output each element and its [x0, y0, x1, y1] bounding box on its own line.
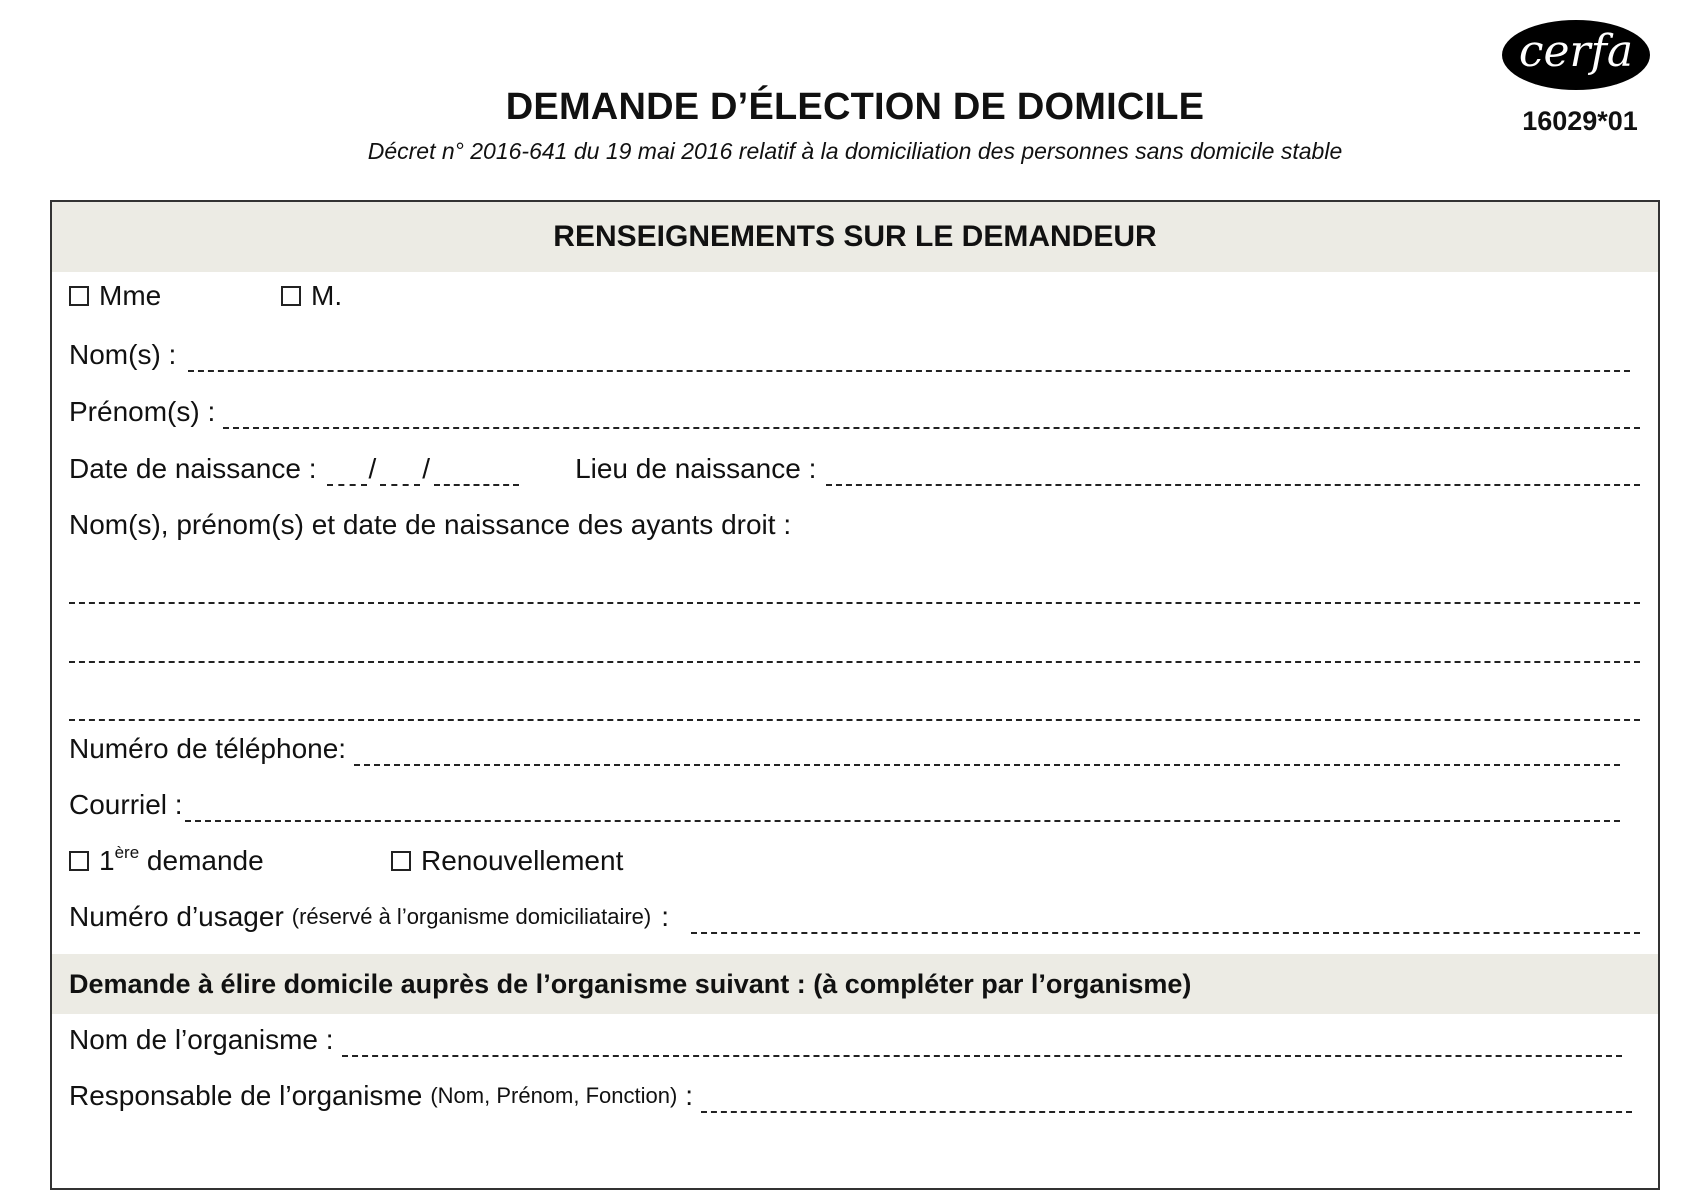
section-title-demandeur: RENSEIGNEMENTS SUR LE DEMANDEUR: [553, 220, 1157, 253]
demande-type-row: [69, 836, 1640, 886]
ayants-droit-label: Nom(s), prénom(s) et date de naissance des ayants droit :: [69, 509, 792, 540]
ayants-droit-field-2[interactable]: [69, 661, 1640, 663]
ayants-droit-field-1[interactable]: [69, 602, 1640, 604]
mme-checkbox[interactable]: [69, 286, 89, 306]
usager-note: (réservé à l’organisme domiciliataire): [291, 904, 652, 929]
nom-row: [69, 330, 1640, 380]
usager-label: Numéro d’usager: [69, 901, 284, 932]
nom-field[interactable]: [188, 370, 1630, 372]
date-separator: /: [422, 453, 431, 484]
telephone-field[interactable]: [354, 764, 1620, 766]
organisme-label: Nom de l’organisme :: [69, 1024, 334, 1055]
telephone-label: Numéro de téléphone:: [69, 733, 347, 764]
civility-option-m: [281, 280, 342, 312]
usager-colon: :: [661, 901, 670, 932]
responsable-label: Responsable de l’organisme: [69, 1080, 423, 1111]
renouvellement-label: Renouvellement: [421, 845, 624, 876]
m-label: M.: [311, 280, 343, 311]
form-title: DEMANDE D’ÉLECTION DE DOMICILE: [505, 86, 1205, 128]
responsable-note: (Nom, Prénom, Fonction): [430, 1083, 678, 1108]
form-box: [50, 200, 1660, 1190]
mme-label: Mme: [99, 280, 162, 311]
organisme-row: [69, 1015, 1640, 1065]
birth-month-field[interactable]: [380, 484, 420, 486]
telephone-row: [69, 724, 1640, 774]
naissance-row: [69, 444, 1640, 494]
cerfa-logo: [1502, 20, 1650, 90]
usager-row: [69, 892, 1640, 942]
ayants-droit-field-3[interactable]: [69, 719, 1640, 721]
premiere-demande-checkbox[interactable]: [69, 851, 89, 871]
responsable-row: [69, 1071, 1640, 1121]
ayants-droit-line-2: [69, 621, 1640, 671]
lieu-naissance-field[interactable]: [826, 484, 1640, 486]
birth-day-field[interactable]: [327, 484, 367, 486]
prenom-label: Prénom(s) :: [69, 396, 216, 427]
m-checkbox[interactable]: [281, 286, 301, 306]
organisme-field[interactable]: [342, 1055, 1622, 1057]
premiere-demande-option: [69, 845, 391, 877]
courriel-row: [69, 780, 1640, 830]
nom-label: Nom(s) :: [69, 339, 177, 370]
ayants-droit-line-1: [69, 562, 1640, 612]
premiere-demande-label: 1ère demande: [99, 843, 264, 876]
renouvellement-option: [391, 845, 623, 877]
form-number: 16029*01: [1522, 106, 1638, 136]
civility-option-mme: [69, 280, 281, 312]
courriel-field[interactable]: [185, 820, 1620, 822]
ayants-droit-row: [69, 500, 1640, 550]
date-naissance-label: Date de naissance :: [69, 453, 317, 484]
form-subtitle: Décret n° 2016-641 du 19 mai 2016 relatif à la domiciliation des personnes sans domicile stable: [367, 138, 1343, 164]
section-header-organisme: [52, 954, 1658, 1014]
courriel-label: Courriel :: [69, 789, 183, 820]
prenom-field[interactable]: [223, 427, 1640, 429]
responsable-field[interactable]: [701, 1111, 1632, 1113]
usager-field[interactable]: [691, 932, 1640, 934]
responsable-colon: :: [685, 1080, 694, 1111]
lieu-naissance-label: Lieu de naissance :: [575, 453, 817, 484]
section-title-organisme: Demande à élire domicile auprès de l’organisme suivant : (à compléter par l’organisme): [69, 968, 1192, 999]
cerfa-logo-text: cerfa: [1518, 26, 1634, 77]
ayants-droit-line-3: [69, 679, 1640, 729]
prenom-row: [69, 387, 1640, 437]
birth-year-field[interactable]: [434, 484, 519, 486]
date-separator: /: [368, 453, 377, 484]
civility-row: [69, 271, 1640, 321]
section-header-demandeur: [52, 202, 1658, 272]
renouvellement-checkbox[interactable]: [391, 851, 411, 871]
